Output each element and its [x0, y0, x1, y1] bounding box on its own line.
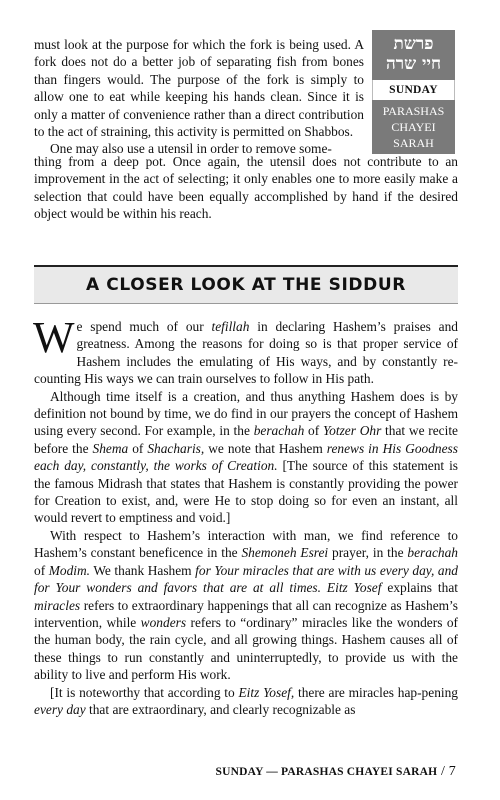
paragraph: thing from a deep pot. Once again, the utensil does not contribute to an improvement in the act of selecting; it only enables one to more easily make a selection that could have been equally accomplished by hand if the desired object would be within his reach.: [34, 154, 458, 222]
parsha-line-2: CHAYEI: [391, 120, 436, 134]
running-footer: [216, 764, 456, 780]
footer-separator: /: [437, 764, 449, 779]
italic-term: every day: [34, 701, 86, 717]
text-run: Although time itself is a creation, and thus anything Hashem does is by definition not bound by time, we do find in our prayers the concept of Hashem using every second. For example, in the: [34, 388, 458, 439]
text-run: we note that Hashem: [204, 440, 327, 456]
text-run: of: [304, 423, 323, 439]
text-run: there are miracles hap-pening: [294, 684, 458, 700]
paragraph: [34, 527, 458, 684]
italic-quote: renews in His Goodness each day, constantly, the works of Creation.: [34, 440, 458, 474]
day-label: SUNDAY: [372, 80, 455, 100]
text-run: [The source of this statement is the famous Midrash that states that Hashem is constantly providing the power for Creation to exist, and, were He to stop doing so for even an instant, all would revert to emptiness and void.]: [34, 458, 458, 526]
text-run: refers to extraordinary happenings that all can recognize as Hashem’s intervention, while: [34, 597, 458, 630]
text-run: We thank Hashem: [90, 562, 196, 578]
section-heading-box: [34, 265, 458, 304]
parsha-name-label: [372, 100, 455, 154]
text-run: e spend much of our: [76, 319, 212, 334]
text-run: in declaring Hashem’s praises and greatness. Among the reasons for doing so is that proper service of Hashem includes the emulating of His ways, and by constantly re-counting His ways we can train ourselves to follow in His path.: [34, 319, 458, 387]
paragraph: [33, 313, 458, 388]
text-run: prayer, in the: [328, 545, 408, 561]
text-run: With respect to Hashem’s interaction with man, we find reference to Hashem’s constant beneficence in the: [34, 527, 458, 561]
italic-term: tefillah: [211, 319, 250, 334]
drop-cap: W: [33, 313, 75, 362]
italic-term: berachah: [407, 545, 458, 561]
italic-term: Eitz Yosef,: [238, 684, 295, 700]
paragraph: [34, 388, 458, 527]
hebrew-parsha-label: [372, 30, 455, 80]
running-head: SUNDAY — PARASHAS CHAYEI SARAH: [215, 766, 438, 778]
italic-term: Shema: [92, 440, 129, 456]
paragraph-first-line: One may also use a utensil in order to remove some-: [50, 141, 332, 157]
text-run: [It is noteworthy that according to: [50, 684, 239, 700]
parsha-tab: [372, 30, 455, 154]
italic-term: Modim.: [48, 562, 91, 578]
article-body: [33, 313, 459, 718]
top-paragraph-block: [34, 36, 364, 158]
text-run: explains that: [381, 580, 459, 596]
italic-term: wonders: [140, 614, 187, 630]
paragraph: [34, 684, 458, 719]
italic-term: Shemoneh Esrei: [241, 545, 329, 561]
italic-term: Eitz Yosef: [326, 580, 382, 596]
hebrew-line-2: חיי שרה: [385, 54, 442, 74]
page-number: 7: [448, 764, 456, 779]
text-run: that are extraordinary, and clearly recognizable as: [85, 701, 356, 717]
hebrew-line-1: פרשת: [393, 34, 434, 54]
italic-term: Yotzer Ohr: [322, 423, 382, 439]
top-paragraph-continuation: [34, 153, 458, 223]
italic-term: miracles: [34, 597, 81, 613]
parsha-line-3: SARAH: [393, 136, 434, 150]
paragraph: must look at the purpose for which the fork is being used. A fork does not do a better job of separating fish from bones than fingers would. The purpose of the fork is simply to allow one to eat while keeping his hands clean. Since it is only a matter of convenience rather than a direct contribution to the act of straining, this activity is permitted on Shabbos.: [34, 37, 364, 140]
text-run: of: [128, 440, 148, 456]
italic-term: Shacharis,: [147, 440, 205, 456]
text-run: refers to “ordinary” miracles like the wonders of the human body, the rain cycle, and all growing things. Hashem causes all of these things to run constantly and uninterruptedly, to provide us with the ability to live and perform His work.: [34, 614, 458, 683]
text-run: that we recite before the: [34, 423, 458, 456]
italic-quote: for Your miracles that are with us every day, and for Your wonders and favors that are at all times.: [34, 562, 458, 596]
section-heading: A CLOSER LOOK AT THE SIDDUR: [86, 275, 406, 295]
italic-term: berachah: [253, 423, 305, 439]
text-run: of: [34, 562, 49, 578]
parsha-line-1: PARASHAS: [382, 104, 445, 118]
